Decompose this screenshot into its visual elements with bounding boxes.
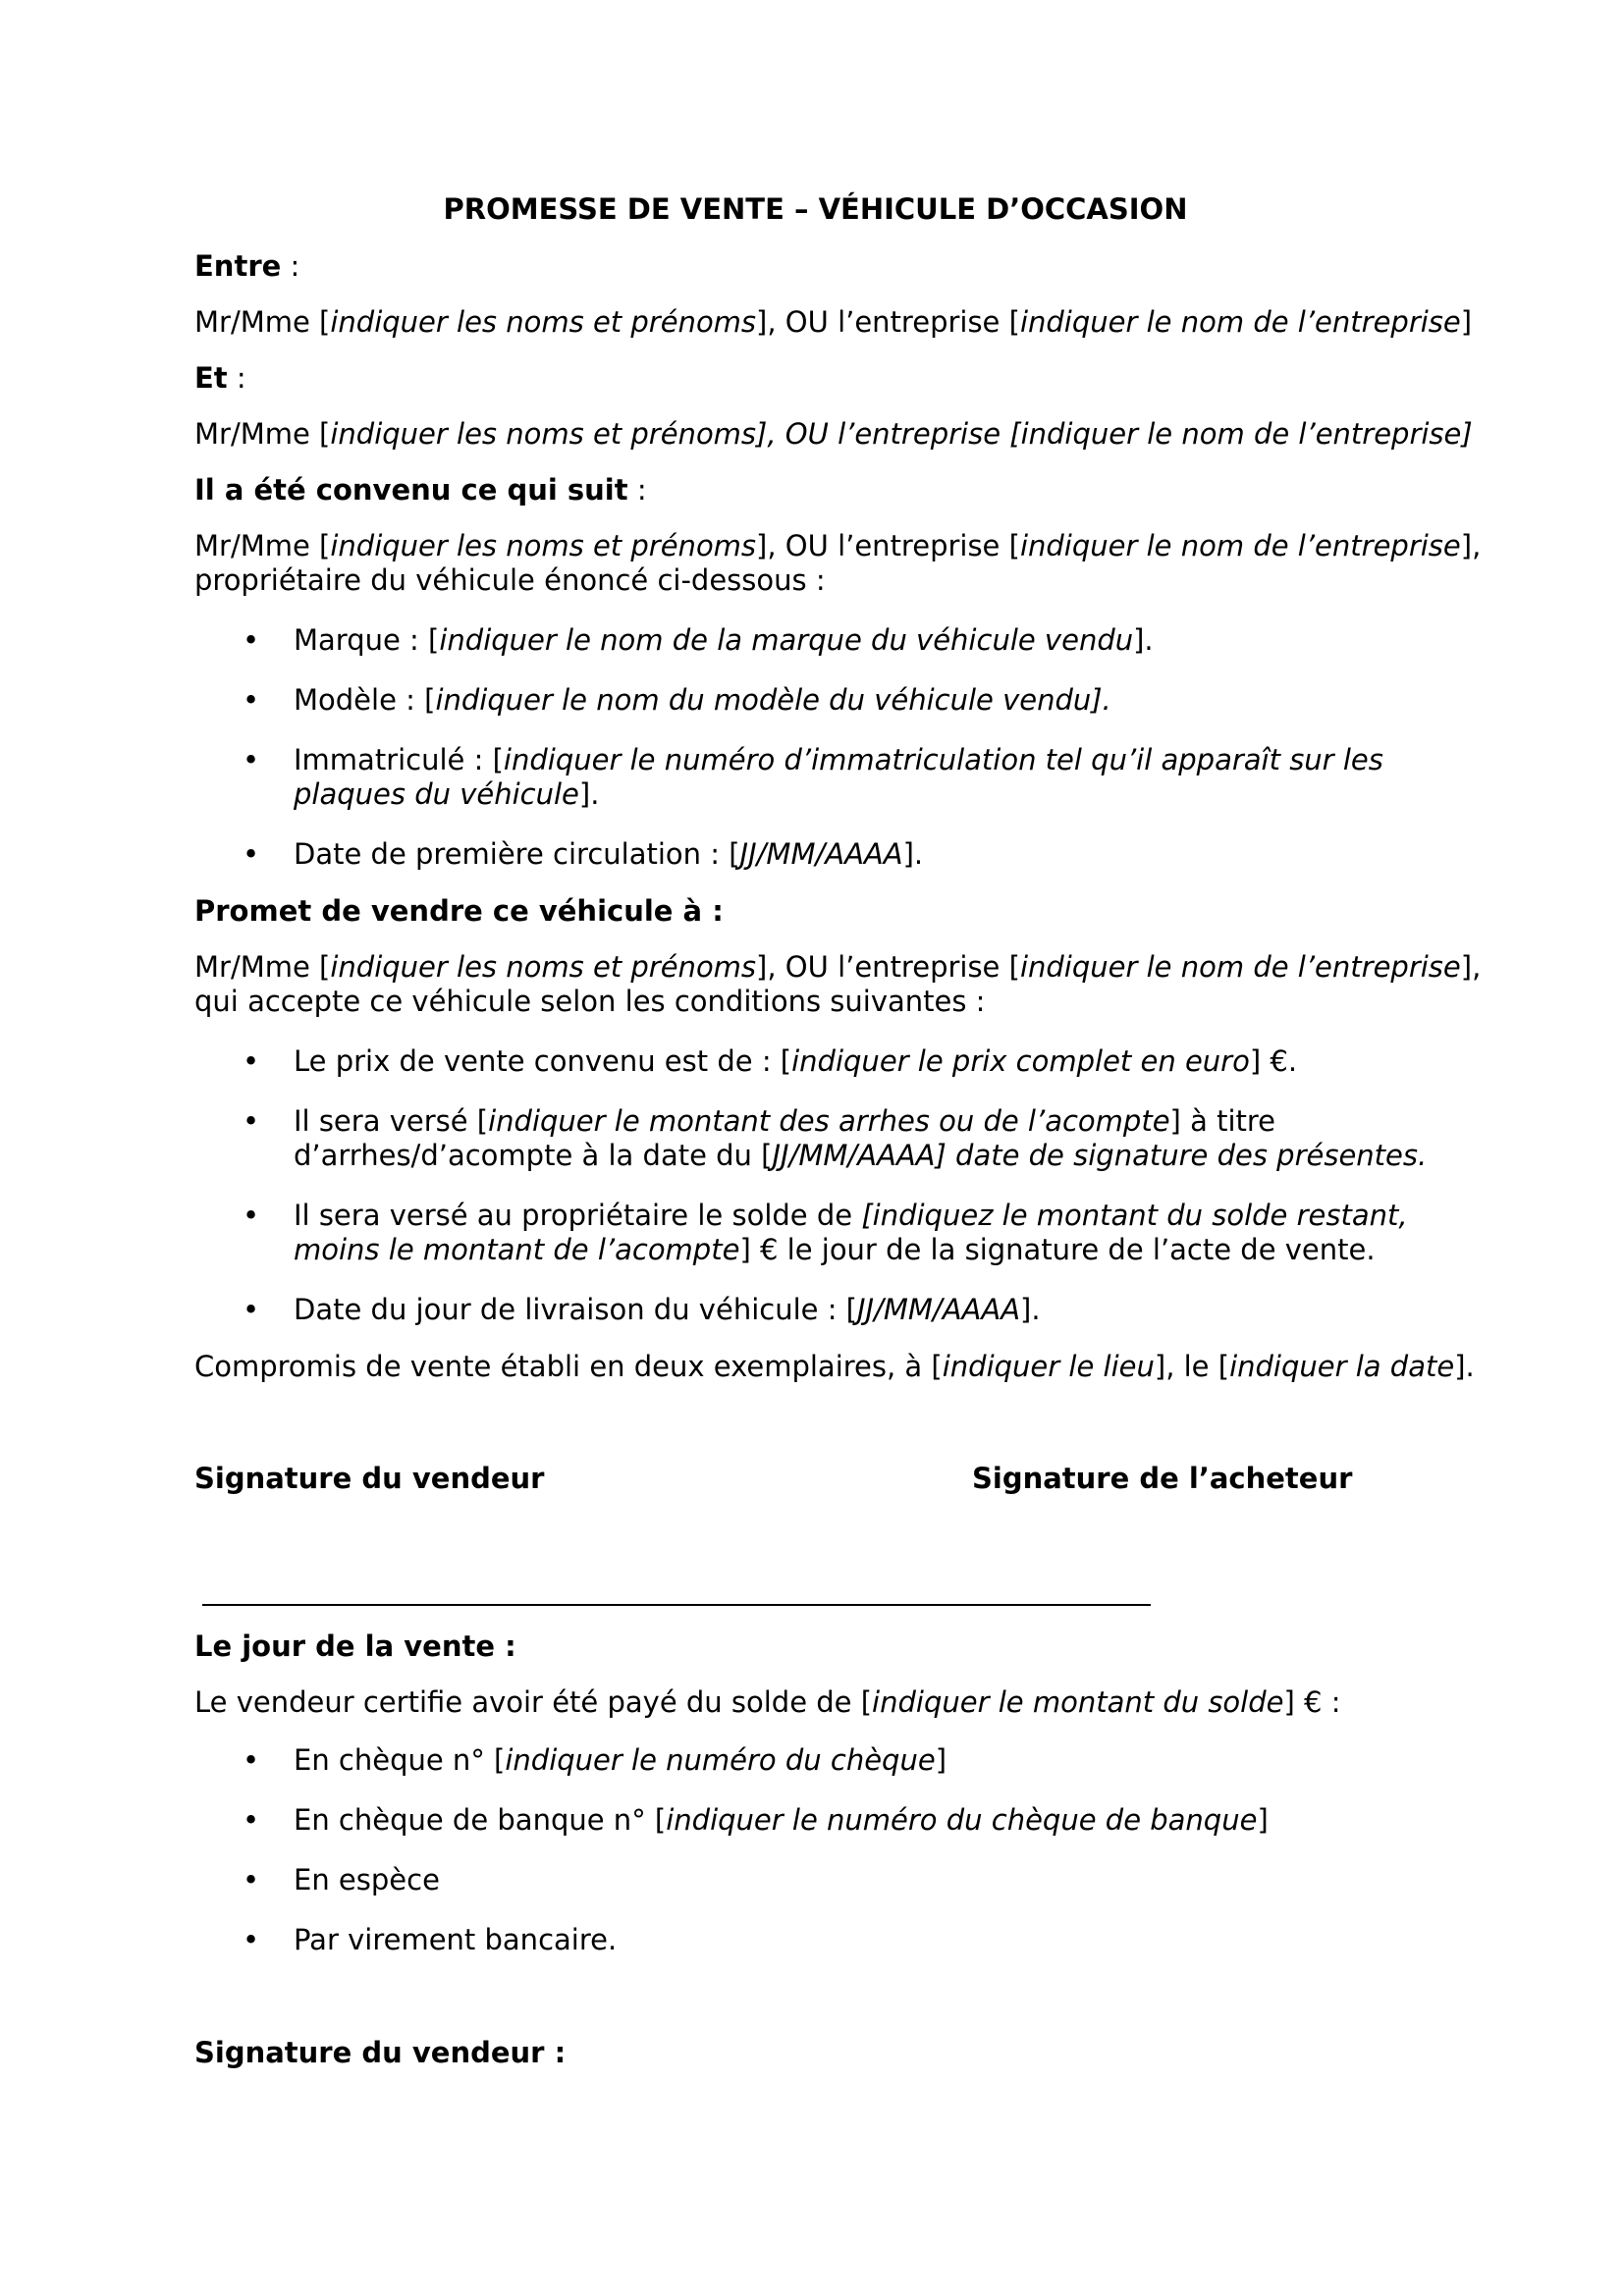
vehicle-immat-line-1	[294, 743, 1383, 777]
vehicle-date	[294, 837, 923, 872]
arrhes-label: Il sera versé [	[294, 1104, 489, 1138]
party-1-prefix: Mr/Mme [	[194, 305, 331, 339]
bullet-icon: •	[243, 743, 260, 776]
paiement-cheque-banque	[294, 1803, 1269, 1838]
et-colon: :	[227, 361, 246, 395]
certifie-text: Le vendeur certifie avoir été payé du solde de [	[194, 1685, 873, 1719]
solde-placeholder: [indiquez le montant du solde restant,	[861, 1199, 1408, 1232]
party-1-line	[194, 305, 1472, 340]
condition-solde-line-1	[294, 1199, 1408, 1233]
cheque-suffix: ]	[935, 1743, 947, 1777]
immat-placeholder-end: plaques du véhicule	[294, 777, 579, 811]
immat-suffix: ].	[578, 777, 600, 811]
cheque-label: En chèque n° [	[294, 1743, 506, 1777]
compromis-text: Compromis de vente établi en deux exemplaires, à [	[194, 1350, 943, 1383]
signature-acheteur-label: Signature de l’acheteur	[972, 1462, 1353, 1495]
bullet-icon: •	[243, 1293, 260, 1326]
date-label: Date de première circulation : [	[294, 837, 740, 871]
party-2-prefix: Mr/Mme [	[194, 417, 331, 451]
bullet-icon: •	[243, 837, 260, 871]
prix-placeholder: indiquer le prix complet en euro	[791, 1044, 1250, 1078]
banque-placeholder: indiquer le numéro du chèque de banque	[666, 1803, 1258, 1837]
marque-placeholder: indiquer le nom de la marque du véhicule vendu	[439, 623, 1134, 657]
owner-prefix: Mr/Mme [	[194, 529, 331, 562]
date-placeholder: JJ/MM/AAAA	[739, 837, 903, 871]
party-1-or: ], OU l’entreprise [	[756, 305, 1020, 339]
paiement-virement: Par virement bancaire.	[294, 1923, 618, 1956]
lieu-placeholder: indiquer le lieu	[942, 1350, 1155, 1383]
arrhes-date-label: d’arrhes/d’acompte à la date du [	[294, 1139, 773, 1172]
convenu-heading	[194, 473, 647, 507]
owner-suffix: ],	[1460, 529, 1482, 562]
compromis-le: ], le [	[1154, 1350, 1230, 1383]
et-label: Et	[194, 361, 228, 395]
owner-or: ], OU l’entreprise [	[756, 529, 1020, 562]
signature-vendeur-label: Signature du vendeur	[194, 1462, 545, 1495]
bullet-icon: •	[243, 1743, 260, 1777]
vehicle-marque	[294, 623, 1154, 658]
bullet-icon: •	[243, 1863, 260, 1896]
et-heading	[194, 361, 246, 396]
buyer-line-2: qui accepte ce véhicule selon les conditions suivantes :	[194, 985, 986, 1018]
arrhes-tail: ] à titre	[1169, 1104, 1275, 1138]
owner-line-2: propriétaire du véhicule énoncé ci-dessous :	[194, 563, 826, 597]
banque-label: En chèque de banque n° [	[294, 1803, 667, 1837]
bullet-icon: •	[243, 1044, 260, 1078]
condition-arrhes-line-2	[294, 1139, 1427, 1173]
entre-label: Entre	[194, 249, 282, 283]
arrhes-date-placeholder: JJ/MM/AAAA] date de signature des présentes.	[772, 1139, 1428, 1172]
compromis-suffix: ].	[1454, 1350, 1475, 1383]
vehicle-immat-line-2	[294, 777, 599, 812]
immat-placeholder: indiquer le numéro d’immatriculation tel qu’il apparaît sur les	[503, 743, 1383, 776]
entre-heading	[194, 249, 299, 284]
marque-label: Marque : [	[294, 623, 440, 657]
paiement-espece: En espèce	[294, 1863, 440, 1896]
solde-placeholder-end: moins le montant de l’acompte	[294, 1233, 740, 1266]
bullet-icon: •	[243, 1104, 260, 1138]
condition-solde-line-2	[294, 1233, 1376, 1267]
compromis-line	[194, 1350, 1475, 1384]
party-2-placeholder: indiquer les noms et prénoms], OU l’entreprise [indiquer le nom de l’entreprise]	[330, 417, 1473, 451]
modele-label: Modèle : [	[294, 683, 436, 717]
cheque-placeholder: indiquer le numéro du chèque	[505, 1743, 936, 1777]
signature-divider	[202, 1604, 1151, 1606]
jour-vente-heading: Le jour de la vente :	[194, 1629, 516, 1663]
buyer-names-placeholder: indiquer les noms et prénoms	[330, 950, 757, 984]
date-suffix: ].	[902, 837, 924, 871]
immat-label: Immatriculé : [	[294, 743, 504, 776]
banque-suffix: ]	[1257, 1803, 1269, 1837]
entre-colon: :	[281, 249, 300, 283]
buyer-suffix: ],	[1460, 950, 1482, 984]
party-2-line	[194, 417, 1473, 452]
buyer-company-placeholder: indiquer le nom de l’entreprise	[1019, 950, 1461, 984]
date-placeholder: indiquer la date	[1229, 1350, 1455, 1383]
livraison-suffix: ].	[1020, 1293, 1041, 1326]
document-title: PROMESSE DE VENTE – VÉHICULE D’OCCASION	[443, 192, 1188, 226]
prix-suffix: ] €.	[1249, 1044, 1298, 1078]
bullet-icon: •	[243, 623, 260, 657]
buyer-prefix: Mr/Mme [	[194, 950, 331, 984]
solde-tail: ] € le jour de la signature de l’acte de vente.	[739, 1233, 1376, 1266]
condition-arrhes-line-1	[294, 1104, 1275, 1139]
party-1-company-placeholder: indiquer le nom de l’entreprise	[1019, 305, 1461, 339]
owner-names-placeholder: indiquer les noms et prénoms	[330, 529, 757, 562]
livraison-label: Date du jour de livraison du véhicule : [	[294, 1293, 857, 1326]
bullet-icon: •	[243, 1803, 260, 1837]
buyer-line-1	[194, 950, 1481, 985]
condition-prix	[294, 1044, 1297, 1079]
modele-placeholder: indiquer le nom du modèle du véhicule vendu].	[435, 683, 1111, 717]
buyer-or: ], OU l’entreprise [	[756, 950, 1020, 984]
convenu-label: Il a été convenu ce qui suit	[194, 473, 628, 507]
certifie-suffix: ] € :	[1283, 1685, 1341, 1719]
party-1-suffix: ]	[1460, 305, 1473, 339]
bullet-icon: •	[243, 683, 260, 717]
marque-suffix: ].	[1133, 623, 1154, 657]
condition-livraison	[294, 1293, 1041, 1327]
arrhes-placeholder: indiquer le montant des arrhes ou de l’acompte	[488, 1104, 1170, 1138]
solde-label: Il sera versé au propriétaire le solde de	[294, 1199, 862, 1232]
certifie-line	[194, 1685, 1340, 1720]
prix-label: Le prix de vente convenu est de : [	[294, 1044, 792, 1078]
owner-company-placeholder: indiquer le nom de l’entreprise	[1019, 529, 1461, 562]
bullet-icon: •	[243, 1199, 260, 1232]
owner-line-1	[194, 529, 1481, 563]
solde-amount-placeholder: indiquer le montant du solde	[872, 1685, 1284, 1719]
convenu-colon: :	[627, 473, 647, 507]
vehicle-modele	[294, 683, 1111, 718]
party-1-names-placeholder: indiquer les noms et prénoms	[330, 305, 757, 339]
signature-vendeur-final: Signature du vendeur :	[194, 2036, 567, 2069]
promet-heading: Promet de vendre ce véhicule à :	[194, 894, 724, 928]
livraison-placeholder: JJ/MM/AAAA	[857, 1293, 1021, 1326]
bullet-icon: •	[243, 1923, 260, 1956]
paiement-cheque	[294, 1743, 947, 1778]
